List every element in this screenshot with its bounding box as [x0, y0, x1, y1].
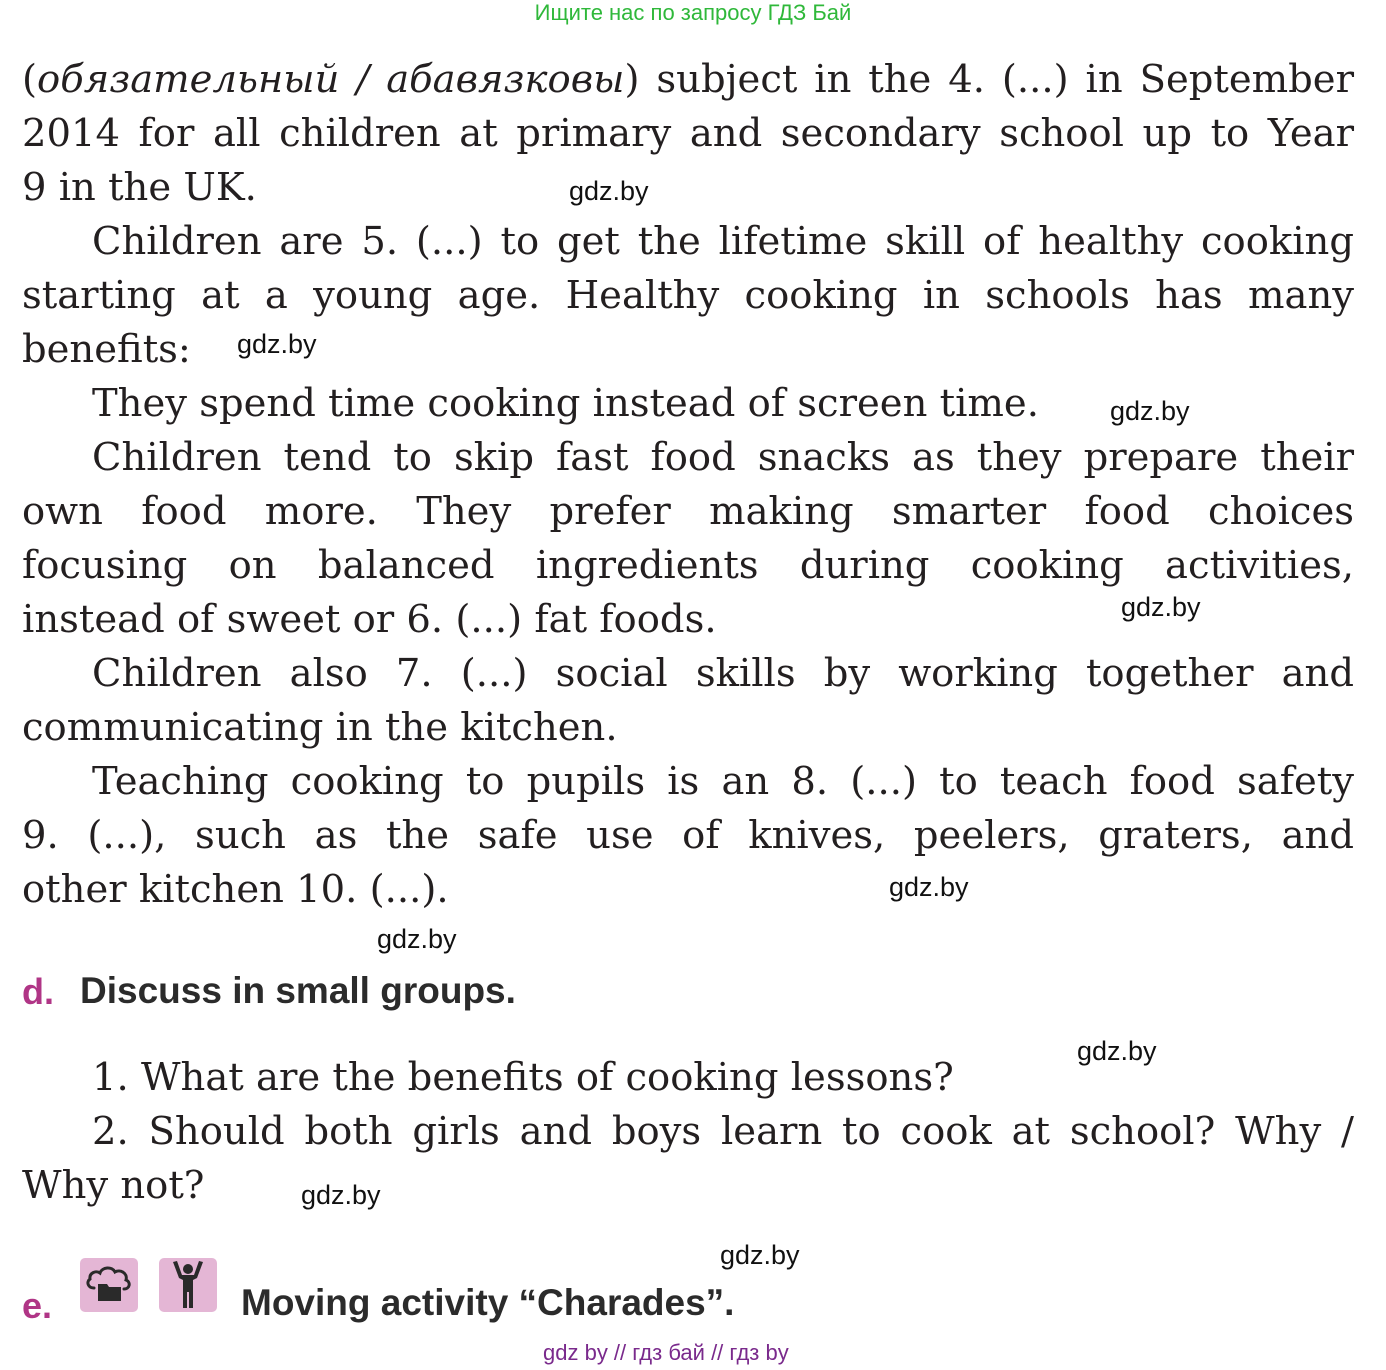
text-line-4: Children are 5. (...) to get the lifetime skill of healthy cooking: [92, 219, 1354, 264]
text-line-10: focusing on balanced ingredients during cooking activities,: [22, 543, 1354, 588]
watermark: gdz.by: [377, 924, 457, 954]
watermark: gdz.by: [1121, 592, 1201, 622]
text-line-14: Teaching cooking to pupils is an 8. (...) to teach food safety: [92, 759, 1354, 804]
text-line-11: instead of sweet or 6. (...) fat foods.: [22, 597, 717, 642]
watermark: gdz.by: [1077, 1036, 1157, 1066]
question-1: 1. What are the benefits of cooking lessons?: [92, 1055, 954, 1100]
watermark: gdz.by: [569, 176, 649, 206]
section-e-letter: e.: [22, 1285, 53, 1326]
cloud-folder-icon: [80, 1258, 138, 1312]
watermark: gdz.by: [237, 329, 317, 359]
section-d-title: Discuss in small groups.: [80, 970, 516, 1011]
text-line-5: starting at a young age. Healthy cooking in schools has many: [22, 273, 1354, 318]
text-line-9: own food more. They prefer making smarter food choices: [22, 489, 1354, 534]
italic-word: обязательный / абавязковы: [37, 57, 625, 102]
text-line-1: [22, 57, 1354, 102]
text-line-7: They spend time cooking instead of screen time.: [92, 381, 1039, 426]
watermark: gdz.by: [1110, 396, 1190, 426]
watermark: gdz.by: [720, 1240, 800, 1270]
line-1-rest: ) subject in the 4. (...) in September: [624, 57, 1354, 102]
question-2: 2. Should both girls and boys learn to cook at school? Why /: [92, 1109, 1354, 1154]
section-d-letter: d.: [22, 971, 54, 1012]
text-line-2: 2014 for all children at primary and secondary school up to Year: [22, 111, 1354, 156]
watermark: gdz.by: [301, 1180, 381, 1210]
text-line-16: other kitchen 10. (...).: [22, 867, 449, 912]
person-arms-up-icon: [159, 1258, 217, 1312]
section-e-title: Moving activity “Charades”.: [241, 1282, 735, 1323]
watermark: gdz.by: [889, 872, 969, 902]
footer-links: gdz by // гдз бай // гдз by: [543, 1340, 789, 1365]
text-line-13: communicating in the kitchen.: [22, 705, 618, 750]
top-banner: Ищите нас по запросу ГДЗ Бай: [534, 0, 852, 25]
question-2-cont: Why not?: [22, 1163, 205, 1208]
text-line-8: Children tend to skip fast food snacks as they prepare their: [92, 435, 1354, 480]
text-line-15: 9. (...), such as the safe use of knives, peelers, graters, and: [22, 813, 1354, 858]
text-line-3: 9 in the UK.: [22, 165, 257, 210]
text-line-6: benefits:: [22, 327, 191, 372]
text-line-12: Children also 7. (...) social skills by working together and: [92, 651, 1354, 696]
paren-open: (: [22, 57, 38, 102]
